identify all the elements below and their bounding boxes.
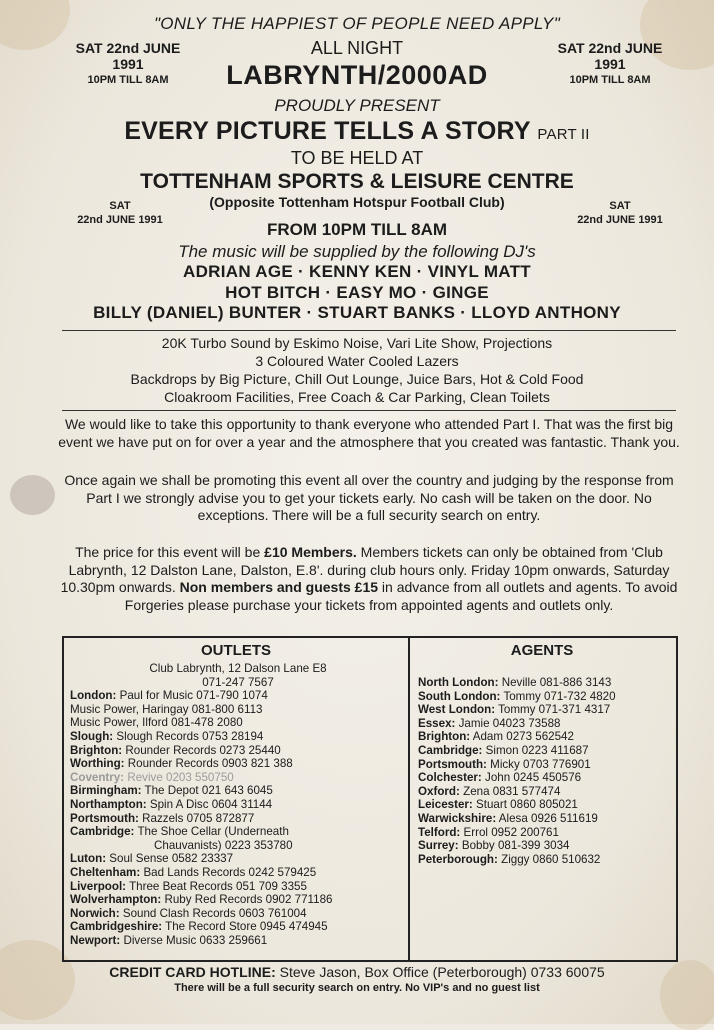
event-part: PART II [537, 126, 590, 143]
outlet-row [70, 893, 406, 907]
contact-detail: 071-247 7567 [202, 675, 274, 689]
event-title [0, 117, 714, 146]
contact-detail: The Shoe Cellar (Underneath [137, 825, 289, 839]
venue-note: (Opposite Tottenham Hotspur Football Club) [209, 194, 505, 210]
agent-row [418, 812, 672, 826]
promoter-title: LABRYNTH/2000AD [226, 60, 488, 90]
agent-row [418, 785, 672, 799]
corner-date: SAT 22nd JUNE [557, 40, 663, 56]
paper-stain [10, 475, 55, 515]
location-label: Coventry: [70, 770, 125, 784]
price-paragraph: The price for this event will be £10 Members. Members tickets can only be obtained from 'Club Labrynth, 12 Dalston Lane, Dalston, E.8'. during club hours only. Friday 10pm onwards, Saturday 10.30pm onwards. Non members and guests £15 in advance from all outlets and agents. To avoid Forgeries please purchase your tickets from appointed agents and outlets only. [60, 544, 678, 613]
location-label: Wolverhampton: [70, 893, 162, 907]
outlet-row [70, 839, 406, 853]
dj-intro: The music will be supplied by the following DJ's [178, 242, 536, 261]
location-label: Peterborough: [418, 852, 498, 866]
hotline-details: Steve Jason, Box Office (Peterborough) 0733 60075 [279, 964, 605, 980]
outlet-row [70, 866, 406, 880]
dj-line: HOT BITCH · EASY MO · GINGE [225, 283, 489, 302]
location-label: Norwich: [70, 906, 120, 920]
feature-line: Backdrops by Big Picture, Chill Out Lounge, Juice Bars, Hot & Cold Food [130, 371, 584, 387]
contact-detail: Spin A Disc 0604 31144 [149, 797, 273, 811]
corner-year: 1991 [112, 56, 144, 72]
outlet-row [70, 825, 406, 839]
location-label: North London: [418, 676, 499, 689]
agent-row [418, 758, 672, 772]
event-times: FROM 10PM TILL 8AM [266, 220, 448, 239]
non-member-price: Non members and guests £15 [179, 579, 379, 595]
location-label: Cambridge: [70, 825, 135, 839]
dj-line: BILLY (DANIEL) BUNTER · STUART BANKS · LLOYD ANTHONY [93, 303, 621, 322]
location-label: South London: [418, 689, 501, 703]
contact-detail: Alesa 0926 511619 [498, 811, 598, 825]
agent-row [418, 730, 672, 744]
location-label: Leicester: [418, 798, 473, 812]
feature-line: 20K Turbo Sound by Eskimo Noise, Vari Lite Show, Projections [161, 335, 553, 351]
credit-card-hotline [0, 964, 714, 980]
outlets-heading: OUTLETS [201, 642, 271, 659]
location-label: Cambridgeshire: [70, 920, 163, 934]
outlet-row [70, 689, 406, 703]
corner-time: 10PM TILL 8AM [569, 74, 651, 86]
contact-detail: Bobby 081-399 3034 [461, 839, 570, 853]
agents-list [418, 676, 672, 866]
location-label: Portsmouth: [70, 811, 139, 825]
contact-detail: Club Labrynth, 12 Dalson Lane E8 [149, 662, 327, 675]
location-label: Oxford: [418, 784, 460, 798]
corner-time: 10PM TILL 8AM [87, 74, 169, 86]
contact-detail: Diverse Music 0633 259661 [123, 933, 268, 947]
outlet-row [70, 703, 406, 717]
side-date: 22nd JUNE 1991 [77, 214, 163, 226]
contact-detail: Bad Lands Records 0242 579425 [143, 865, 317, 879]
contact-detail: Ruby Red Records 0902 771186 [164, 893, 333, 907]
location-label: Cambridge: [418, 743, 483, 757]
contact-detail: Rounder Records 0273 25440 [125, 743, 281, 757]
thanks-paragraph: We would like to take this opportunity to thank everyone who attended Part I. That was the first big event we have put on for over a year and the atmosphere that you created was fantastic. Thank you. [58, 416, 680, 450]
contact-detail: Simon 0223 411687 [485, 743, 589, 757]
location-label: Liverpool: [70, 879, 127, 893]
contact-detail: Revive 0203 550750 [127, 770, 234, 784]
corner-date: SAT 22nd JUNE [75, 40, 181, 56]
location-label: Colchester: [418, 771, 482, 785]
contact-detail: Adam 0273 562542 [472, 730, 574, 744]
location-label: Surrey: [418, 839, 459, 853]
contact-detail: Rounder Records 0903 821 388 [127, 757, 293, 771]
column-divider [408, 636, 410, 960]
agent-row [418, 839, 672, 853]
location-label: Essex: [418, 716, 456, 730]
outlet-row [70, 934, 406, 948]
held-at: TO BE HELD AT [290, 148, 424, 168]
contact-detail: The Depot 021 643 6045 [144, 784, 273, 798]
location-label: Brighton: [418, 730, 471, 744]
contact-detail: Neville 081-886 3143 [501, 676, 612, 689]
location-label: Birmingham: [70, 784, 142, 798]
location-label: Telford: [418, 825, 461, 839]
contact-detail: Micky 0703 776901 [490, 757, 591, 771]
agents-heading: AGENTS [510, 642, 574, 659]
feature-line: 3 Coloured Water Cooled Lazers [255, 353, 459, 369]
side-day: SAT [609, 200, 631, 212]
agent-row [418, 717, 672, 731]
agent-row [418, 853, 672, 867]
agent-row [418, 771, 672, 785]
contact-detail: Stuart 0860 805021 [476, 798, 578, 812]
location-label: Worthing: [70, 757, 125, 771]
agent-row [418, 676, 672, 690]
contact-detail: Music Power, Ilford 081-478 2080 [70, 716, 243, 730]
venue-name: TOTTENHAM SPORTS & LEISURE CENTRE [140, 170, 574, 193]
outlet-row [70, 852, 406, 866]
outlet-row [70, 662, 406, 676]
security-notice: There will be a full security search on entry. No VIP's and no guest list [174, 982, 540, 994]
proudly-present: PROUDLY PRESENT [274, 96, 440, 115]
divider [62, 330, 676, 331]
location-label: Slough: [70, 729, 114, 743]
outlet-row [70, 757, 406, 771]
contact-detail: Tommy 071-371 4317 [498, 703, 611, 717]
side-date: 22nd JUNE 1991 [577, 214, 663, 226]
outlet-row [70, 784, 406, 798]
agent-row [418, 690, 672, 704]
contact-detail: Sound Clash Records 0603 761004 [122, 906, 307, 920]
side-day: SAT [109, 200, 131, 212]
location-label: London: [70, 689, 117, 703]
corner-year: 1991 [594, 56, 626, 72]
contact-detail: Music Power, Haringay 081-800 6113 [70, 702, 263, 716]
feature-line: Cloakroom Facilities, Free Coach & Car Parking, Clean Toilets [164, 389, 550, 405]
tagline: "ONLY THE HAPPIEST OF PEOPLE NEED APPLY" [153, 14, 561, 33]
outlet-row [70, 744, 406, 758]
event-name: EVERY PICTURE TELLS A STORY [124, 117, 531, 145]
agent-row [418, 744, 672, 758]
outlet-row [70, 771, 406, 785]
agent-row [418, 798, 672, 812]
contact-detail: Jamie 04023 73588 [458, 716, 561, 730]
outlet-row [70, 716, 406, 730]
outlet-row [70, 730, 406, 744]
contact-detail: Errol 0952 200761 [463, 825, 559, 839]
contact-detail: Razzels 0705 872877 [142, 811, 255, 825]
contact-detail: Slough Records 0753 28194 [116, 729, 264, 743]
outlet-row [70, 920, 406, 934]
location-label: Portsmouth: [418, 757, 487, 771]
outlet-row [70, 812, 406, 826]
contact-detail: The Record Store 0945 474945 [165, 920, 328, 934]
outlet-row [70, 798, 406, 812]
location-label: Brighton: [70, 743, 123, 757]
location-label: Newport: [70, 933, 121, 947]
member-price: £10 Members. [264, 544, 357, 560]
outlets-list [70, 662, 406, 947]
location-label: Northampton: [70, 797, 147, 811]
contact-detail: Zena 0831 577474 [463, 784, 561, 798]
contact-detail: Chauvanists) 0223 353780 [154, 838, 293, 852]
promo-paragraph: Once again we shall be promoting this event all over the country and judging by the response from Part I we strongly advise you to get your tickets early. No cash will be taken on the door. No exceptions. There will be a full security search on entry. [64, 472, 674, 523]
features-list [0, 334, 714, 406]
contact-detail: John 0245 450576 [485, 771, 582, 785]
location-label: Luton: [70, 852, 107, 866]
outlet-row [70, 676, 406, 690]
dj-line: ADRIAN AGE · KENNY KEN · VINYL MATT [183, 262, 531, 281]
all-night-label: ALL NIGHT [310, 38, 404, 58]
location-label: Cheltenham: [70, 865, 141, 879]
hotline-label: CREDIT CARD HOTLINE: [109, 964, 276, 980]
agent-row [418, 703, 672, 717]
outlet-row [70, 880, 406, 894]
agent-row [418, 826, 672, 840]
contact-detail: Paul for Music 071-790 1074 [119, 689, 268, 703]
location-label: Warwickshire: [418, 811, 497, 825]
contact-detail: Three Beat Records 051 709 3355 [129, 879, 307, 893]
contact-detail: Soul Sense 0582 23337 [109, 852, 234, 866]
outlet-row [70, 907, 406, 921]
contact-detail: Tommy 071-732 4820 [503, 689, 616, 703]
contact-detail: Ziggy 0860 510632 [501, 852, 601, 866]
location-label: West London: [418, 703, 496, 717]
divider [62, 410, 676, 411]
